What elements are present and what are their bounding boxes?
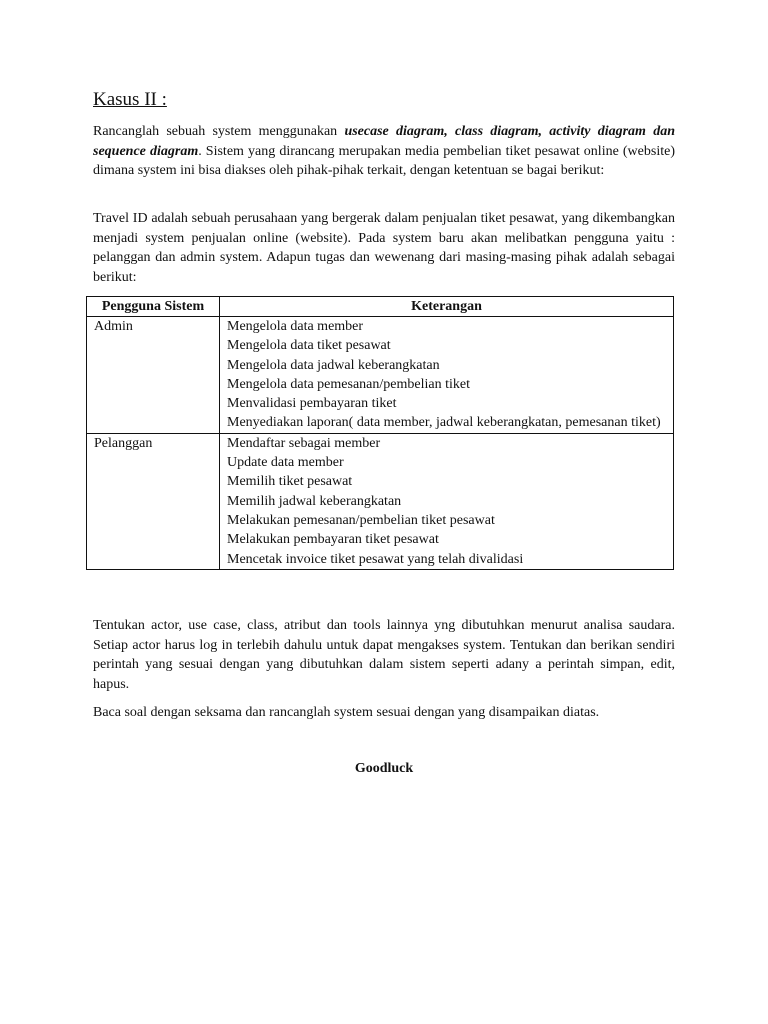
tasks-cell-customer	[220, 433, 674, 569]
task-item: Memilih jadwal keberangkatan	[227, 493, 402, 509]
task-item: Mendaftar sebagai member	[227, 435, 381, 451]
closing-text: Goodluck	[354, 761, 414, 776]
instruction-paragraph: Tentukan actor, use case, class, atribut dan tools lainnya yng dibutuhkan menurut analisa saudara. Setiap actor harus log in terlebih dahulu untuk dapat mengakses system. Tentukan dan berikan sendiri perintah yang sesuai dengan yang dibutuhkan dalam sistem seperti adany a perintah simpan, edit, hapus.	[93, 618, 675, 692]
table-header-row	[87, 297, 674, 317]
tasks-cell-admin	[220, 317, 674, 434]
header-description: Keterangan	[220, 297, 674, 317]
company-paragraph: Travel ID adalah sebuah perusahaan yang bergerak dalam penjualan tiket pesawat, yang dikembangkan menjadi system penjualan online (website). Pada system baru akan melibatkan pengguna yaitu : pelanggan dan admin system. Adapun tugas dan wewenang dari masing-masing pihak adalah sebagai berikut:	[93, 211, 675, 285]
task-item: Mencetak invoice tiket pesawat yang telah divalidasi	[227, 551, 524, 567]
reminder-paragraph: Baca soal dengan seksama dan rancanglah system sesuai dengan yang disampaikan diatas.	[93, 705, 600, 720]
intro-prefix: Rancanglah sebuah system menggunakan	[93, 124, 345, 139]
user-cell-admin: Admin	[87, 317, 220, 434]
task-item: Mengelola data pemesanan/pembelian tiket	[227, 376, 470, 392]
task-item: Update data member	[227, 455, 344, 471]
intro-emphasis: usecase diagram, class diagram, activity diagram dan sequence diagram	[93, 124, 675, 159]
intro-paragraph	[93, 122, 675, 181]
task-item: Melakukan pemesanan/pembelian tiket pesawat	[227, 512, 495, 528]
task-item: Mengelola data tiket pesawat	[227, 338, 391, 354]
task-item: Melakukan pembayaran tiket pesawat	[227, 532, 439, 548]
task-item: Memilih tiket pesawat	[227, 474, 353, 490]
task-item: Mengelola data jadwal keberangkatan	[227, 357, 440, 373]
intro-suffix: . Sistem yang dirancang merupakan media pembelian tiket pesawat online (website) dimana system ini bisa diakses oleh pihak-pihak terkait, dengan ketentuan se bagai berikut:	[93, 143, 675, 178]
task-item: Menyediakan laporan( data member, jadwal keberangkatan, pemesanan tiket)	[227, 415, 661, 431]
task-item: Menvalidasi pembayaran tiket	[227, 396, 397, 412]
header-user: Pengguna Sistem	[87, 297, 220, 317]
user-task-table	[86, 296, 674, 570]
task-item: Mengelola data member	[227, 319, 364, 334]
table-row	[87, 317, 674, 434]
table-row	[87, 433, 674, 569]
user-cell-customer: Pelanggan	[87, 433, 220, 569]
page-title: Kasus II :	[93, 89, 167, 110]
